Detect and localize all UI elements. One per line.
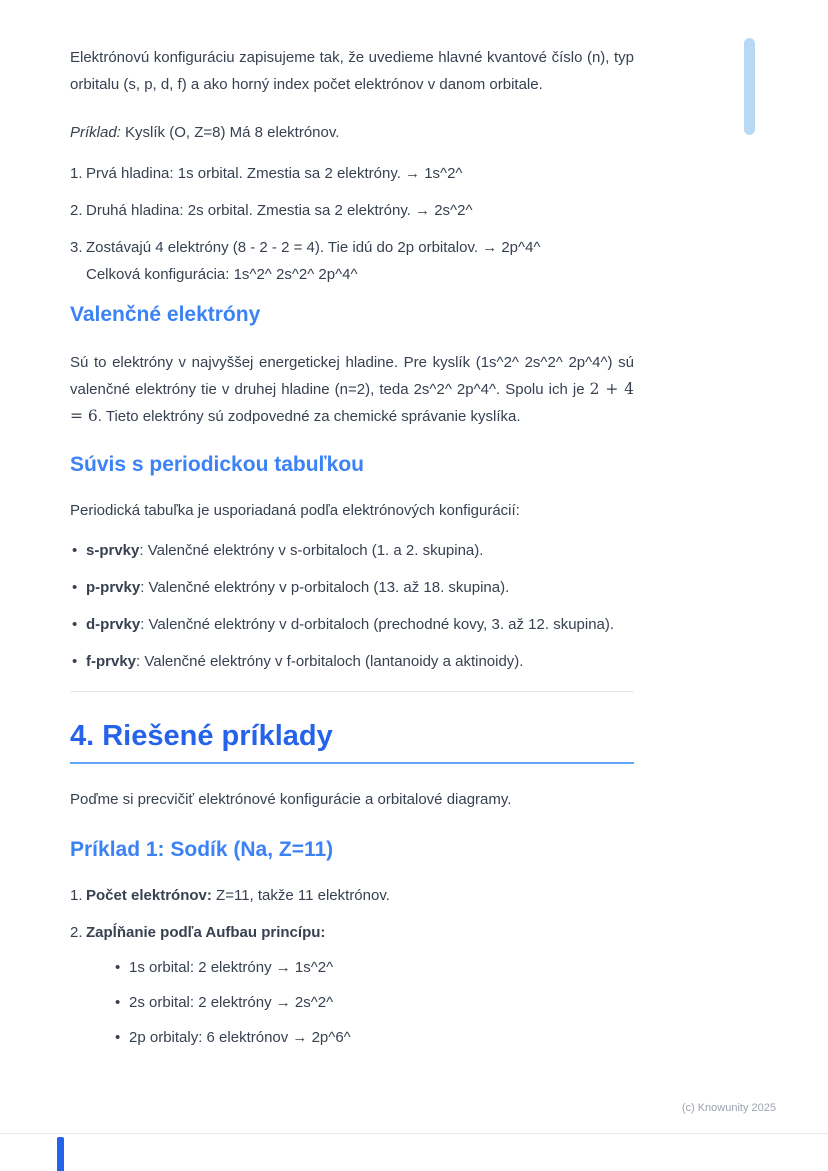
bullet-lead: p-prvky xyxy=(86,579,141,596)
list-number: 1. xyxy=(70,165,83,182)
list-item xyxy=(70,919,634,1059)
bullet-item xyxy=(70,574,634,601)
heading-example-1: Príklad 1: Sodík (Na, Z=11) xyxy=(70,838,334,861)
list-number: 3. xyxy=(70,239,83,256)
bullet-lead: s-prvky xyxy=(86,542,140,559)
periodic-intro: Periodická tabuľka je usporiadaná podľa elektrónových konfigurácií: xyxy=(70,502,520,519)
example1-steps-list xyxy=(70,882,634,1059)
oxygen-steps-list xyxy=(70,160,634,288)
intro-paragraph: Elektrónovú konfiguráciu zapisujeme tak, že uvedieme hlavné kvantové číslo (n), typ orbitalu (s, p, d, f) a ako horný index počet elektrónov v danom orbitale. xyxy=(70,49,634,93)
bullet-item xyxy=(70,648,634,675)
document-page-content xyxy=(70,0,634,1069)
bullet-rest: : Valenčné elektróny v s-orbitaloch (1. a 2. skupina). xyxy=(139,542,484,559)
example-line xyxy=(70,119,634,146)
bullet-item-text xyxy=(86,537,634,564)
sub-bullet-item xyxy=(113,989,634,1016)
step-lead: Zapĺňanie podľa Aufbau princípu: xyxy=(86,924,326,941)
list-item-text xyxy=(86,234,634,288)
list-item xyxy=(70,882,634,909)
bullet-rest: : Valenčné elektróny v p-orbitaloch (13. až 18. skupina). xyxy=(140,579,510,596)
section-intro-paragraph: Poďme si precvičiť elektrónové konfigurácie a orbitalové diagramy. xyxy=(70,791,512,808)
list-item-text xyxy=(86,919,634,1059)
scrollbar-thumb[interactable] xyxy=(744,38,755,135)
list-item xyxy=(70,197,634,224)
list-item-text xyxy=(86,882,634,909)
bullet-item-text xyxy=(86,648,634,675)
bullet-rest: : Valenčné elektróny v f-orbitaloch (lantanoidy a aktinoidy). xyxy=(136,653,524,670)
bullet-lead: f-prvky xyxy=(86,653,137,670)
valence-paragraph xyxy=(70,349,634,430)
periodic-bullet-list xyxy=(70,537,634,675)
bullet-item xyxy=(70,537,634,564)
page-boundary-line xyxy=(0,1133,828,1134)
list-number: 2. xyxy=(70,202,83,219)
section-divider xyxy=(70,691,634,692)
sub-bullet-text: • 2p orbitaly: 6 elektrónov → 2p^6^ xyxy=(129,1029,351,1046)
list-item xyxy=(70,234,634,288)
sub-bullet-item xyxy=(113,1024,634,1051)
sub-bullet-text: • 2s orbital: 2 elektróny → 2s^2^ xyxy=(129,994,334,1011)
example-label: Príklad: xyxy=(70,124,121,141)
list-number: 2. xyxy=(70,924,83,941)
next-page-accent-stripe xyxy=(57,1137,64,1171)
step-lead: Počet elektrónov: xyxy=(86,887,212,904)
valence-text-before: Sú to elektróny v najvyššej energetickej hladine. Pre kyslík (1s^2^ 2s^2^ 2p^4^) sú valenčné elektróny tie v druhej hladine (n=2), teda 2s^2^ 2p^4^. Spolu ich je xyxy=(70,354,634,398)
math-expression: 2 + 4 = 6 xyxy=(70,380,634,425)
section-title: 4. Riešené príklady xyxy=(70,718,634,764)
example-text: Kyslík (O, Z=8) Má 8 elektrónov. xyxy=(120,124,340,141)
bullet-item-text xyxy=(86,611,634,638)
valence-text-after: . Tieto elektróny sú zodpovedné za chemické správanie kyslíka. xyxy=(97,408,521,425)
heading-valence-electrons: Valenčné elektróny xyxy=(70,303,261,326)
step-rest: Z=11, takže 11 elektrónov. xyxy=(211,887,390,904)
sub-bullet-item xyxy=(113,954,634,981)
bullet-item-text xyxy=(86,574,634,601)
list-item xyxy=(70,160,634,187)
list-item-text: Druhá hladina: 2s orbital. Zmestia sa 2 elektróny. → 2s^2^ xyxy=(86,202,473,219)
list-item-line2: Celková konfigurácia: 1s^2^ 2s^2^ 2p^4^ xyxy=(86,266,358,283)
aufbau-sub-list xyxy=(113,954,634,1051)
bullet-lead: d-prvky xyxy=(86,616,141,633)
heading-periodic-table: Súvis s periodickou tabuľkou xyxy=(70,453,364,476)
list-item-text: Prvá hladina: 1s orbital. Zmestia sa 2 elektróny. → 1s^2^ xyxy=(86,165,463,182)
bullet-rest: : Valenčné elektróny v d-orbitaloch (prechodné kovy, 3. až 12. skupina). xyxy=(140,616,615,633)
list-item-line1: Zostávajú 4 elektróny (8 - 2 - 2 = 4). Tie idú do 2p orbitalov. → 2p^4^ xyxy=(86,239,541,256)
list-number: 1. xyxy=(70,887,83,904)
copyright-note: (c) Knowunity 2025 xyxy=(681,1102,776,1114)
bullet-item xyxy=(70,611,634,638)
sub-bullet-text: • 1s orbital: 2 elektróny → 1s^2^ xyxy=(129,959,334,976)
